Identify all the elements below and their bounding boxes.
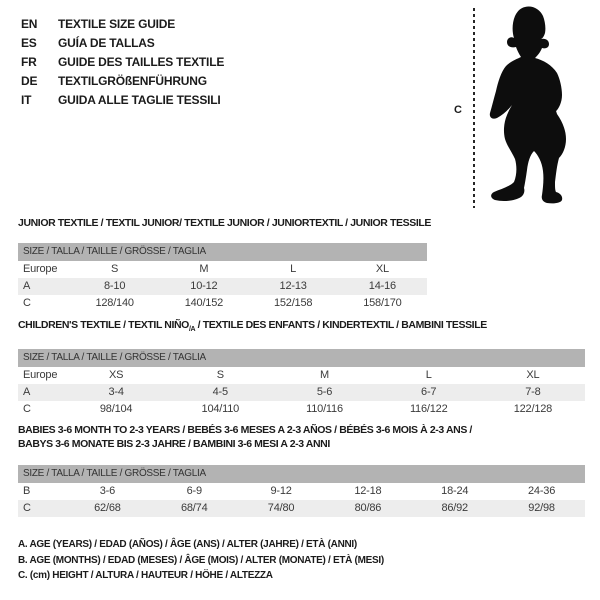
size-cell: XL (526, 369, 540, 382)
baby-silhouette (479, 3, 599, 213)
size-cell: 18-24 (441, 485, 469, 497)
size-cell: 7-8 (525, 386, 541, 399)
row-label: C (23, 297, 31, 309)
row-label: Europe (23, 369, 58, 382)
size-cell: 14-16 (368, 280, 396, 292)
size-cell: 12-18 (354, 485, 382, 497)
size-cell: 104/110 (201, 403, 240, 416)
footnote-b: B. AGE (MONTHS) / EDAD (MESES) / ÂGE (MOIS) / ALTER (MONATE) / ETÀ (MESI) (18, 554, 384, 566)
size-cell: 74/80 (267, 502, 295, 514)
size-cell: L (425, 369, 432, 382)
table-title: JUNIOR TEXTILE / TEXTIL JUNIOR/ TEXTILE JUNIOR / JUNIORTEXTIL / JUNIOR TESSILE (18, 217, 431, 229)
size-cell: 10-12 (190, 280, 218, 292)
size-cell: 116/122 (409, 403, 448, 416)
language-code: EN (21, 17, 38, 31)
row-label: A (23, 386, 31, 399)
size-cell: 4-5 (212, 386, 228, 399)
size-cell: M (199, 263, 209, 275)
table-rows (18, 367, 585, 418)
size-cell: 9-12 (270, 485, 292, 497)
language-code: DE (21, 74, 38, 88)
size-cell: 8-10 (104, 280, 126, 292)
table-row (18, 367, 585, 384)
size-cell: XS (108, 369, 124, 382)
language-label: GUÍA DE TALLAS (58, 36, 155, 50)
size-cell: 12-13 (279, 280, 307, 292)
size-cell: 3-4 (108, 386, 124, 399)
table-rows (18, 261, 427, 312)
size-header-band: SIZE / TALLA / TAILLE / GRÖSSE / TAGLIA (18, 349, 585, 367)
row-label: Europe (23, 263, 58, 275)
table-row (18, 401, 585, 418)
language-label: GUIDE DES TAILLES TEXTILE (58, 55, 225, 69)
language-row (21, 34, 224, 53)
table-title (18, 424, 585, 451)
language-code: FR (21, 55, 37, 69)
language-row (21, 53, 224, 72)
size-cell: 152/158 (273, 297, 313, 309)
row-label: A (23, 280, 31, 292)
size-header-band: SIZE / TALLA / TAILLE / GRÖSSE / TAGLIA (18, 243, 427, 261)
size-cell: M (320, 369, 329, 382)
language-row (21, 72, 224, 91)
language-code: ES (21, 36, 37, 50)
row-label: C (23, 502, 31, 514)
table-rows (18, 483, 585, 517)
size-cell: 140/152 (184, 297, 224, 309)
row-label: C (23, 403, 31, 416)
size-cell: 128/140 (95, 297, 134, 309)
children-size-table (18, 319, 585, 418)
size-cell: 5-6 (316, 386, 333, 399)
size-cell: S (111, 263, 119, 275)
size-cell: S (216, 369, 224, 382)
table-row (18, 483, 585, 500)
table-title-line2: BABYS 3-6 MONATE BIS 2-3 JAHRE / BAMBINI 3-6 MESI A 2-3 ANNI (18, 437, 330, 450)
language-label: GUIDA ALLE TAGLIE TESSILI (58, 93, 221, 107)
table-row (18, 384, 585, 401)
table-title-line1: BABIES 3-6 MONTH TO 2-3 YEARS / BEBÉS 3-6 MESES A 2-3 AÑOS / BÉBÉS 3-6 MOIS À 2-3 ANS / (18, 424, 472, 436)
size-cell: L (290, 263, 297, 275)
language-row (21, 15, 224, 34)
language-label: TEXTILGRÖßENFÜHRUNG (58, 74, 207, 88)
size-cell: 92/98 (528, 502, 555, 514)
size-cell: 6-9 (186, 485, 202, 497)
size-cell: 122/128 (513, 403, 553, 416)
language-label: TEXTILE SIZE GUIDE (58, 17, 176, 31)
size-cell: 24-36 (527, 485, 556, 497)
size-cell: XL (375, 263, 389, 275)
size-cell: 80/86 (354, 502, 382, 514)
footnotes-block (18, 537, 384, 584)
size-cell: 110/116 (306, 403, 343, 416)
language-code: IT (21, 93, 32, 107)
table-row (18, 295, 427, 312)
junior-size-table (18, 217, 431, 312)
size-cell: 86/92 (441, 502, 468, 514)
footnote-c: C. (cm) HEIGHT / ALTURA / HAUTEUR / HÖHE / ALTEZZA (18, 570, 273, 581)
title-subscript: /A (188, 326, 196, 334)
size-cell: 68/74 (180, 502, 208, 514)
height-label-c: C (454, 104, 462, 116)
size-header-band: SIZE / TALLA / TAILLE / GRÖSSE / TAGLIA (18, 465, 585, 483)
table-row (18, 278, 427, 295)
size-cell: 98/104 (99, 403, 133, 416)
table-row (18, 500, 585, 517)
row-label: B (23, 485, 31, 497)
size-cell: 158/170 (363, 297, 402, 309)
size-cell: 3-6 (99, 485, 116, 497)
table-title: CHILDREN'S TEXTILE / TEXTIL $NIÑO_{/A}$ / TEXTILE DES ENFANTS / KINDERTEXTIL / BAMBINI TESSILE (18, 319, 487, 334)
footnote-a: A. AGE (YEARS) / EDAD (AÑOS) / ÂGE (ANS) / ALTER (JAHRE) / ETÀ (ANNI) (18, 539, 357, 550)
language-title-block (21, 15, 224, 110)
language-row (21, 91, 224, 110)
size-cell: 62/68 (94, 502, 121, 514)
table-row (18, 261, 427, 278)
size-cell: 6-7 (421, 386, 437, 399)
babies-size-table (18, 424, 585, 517)
height-dashed-line (473, 8, 475, 208)
